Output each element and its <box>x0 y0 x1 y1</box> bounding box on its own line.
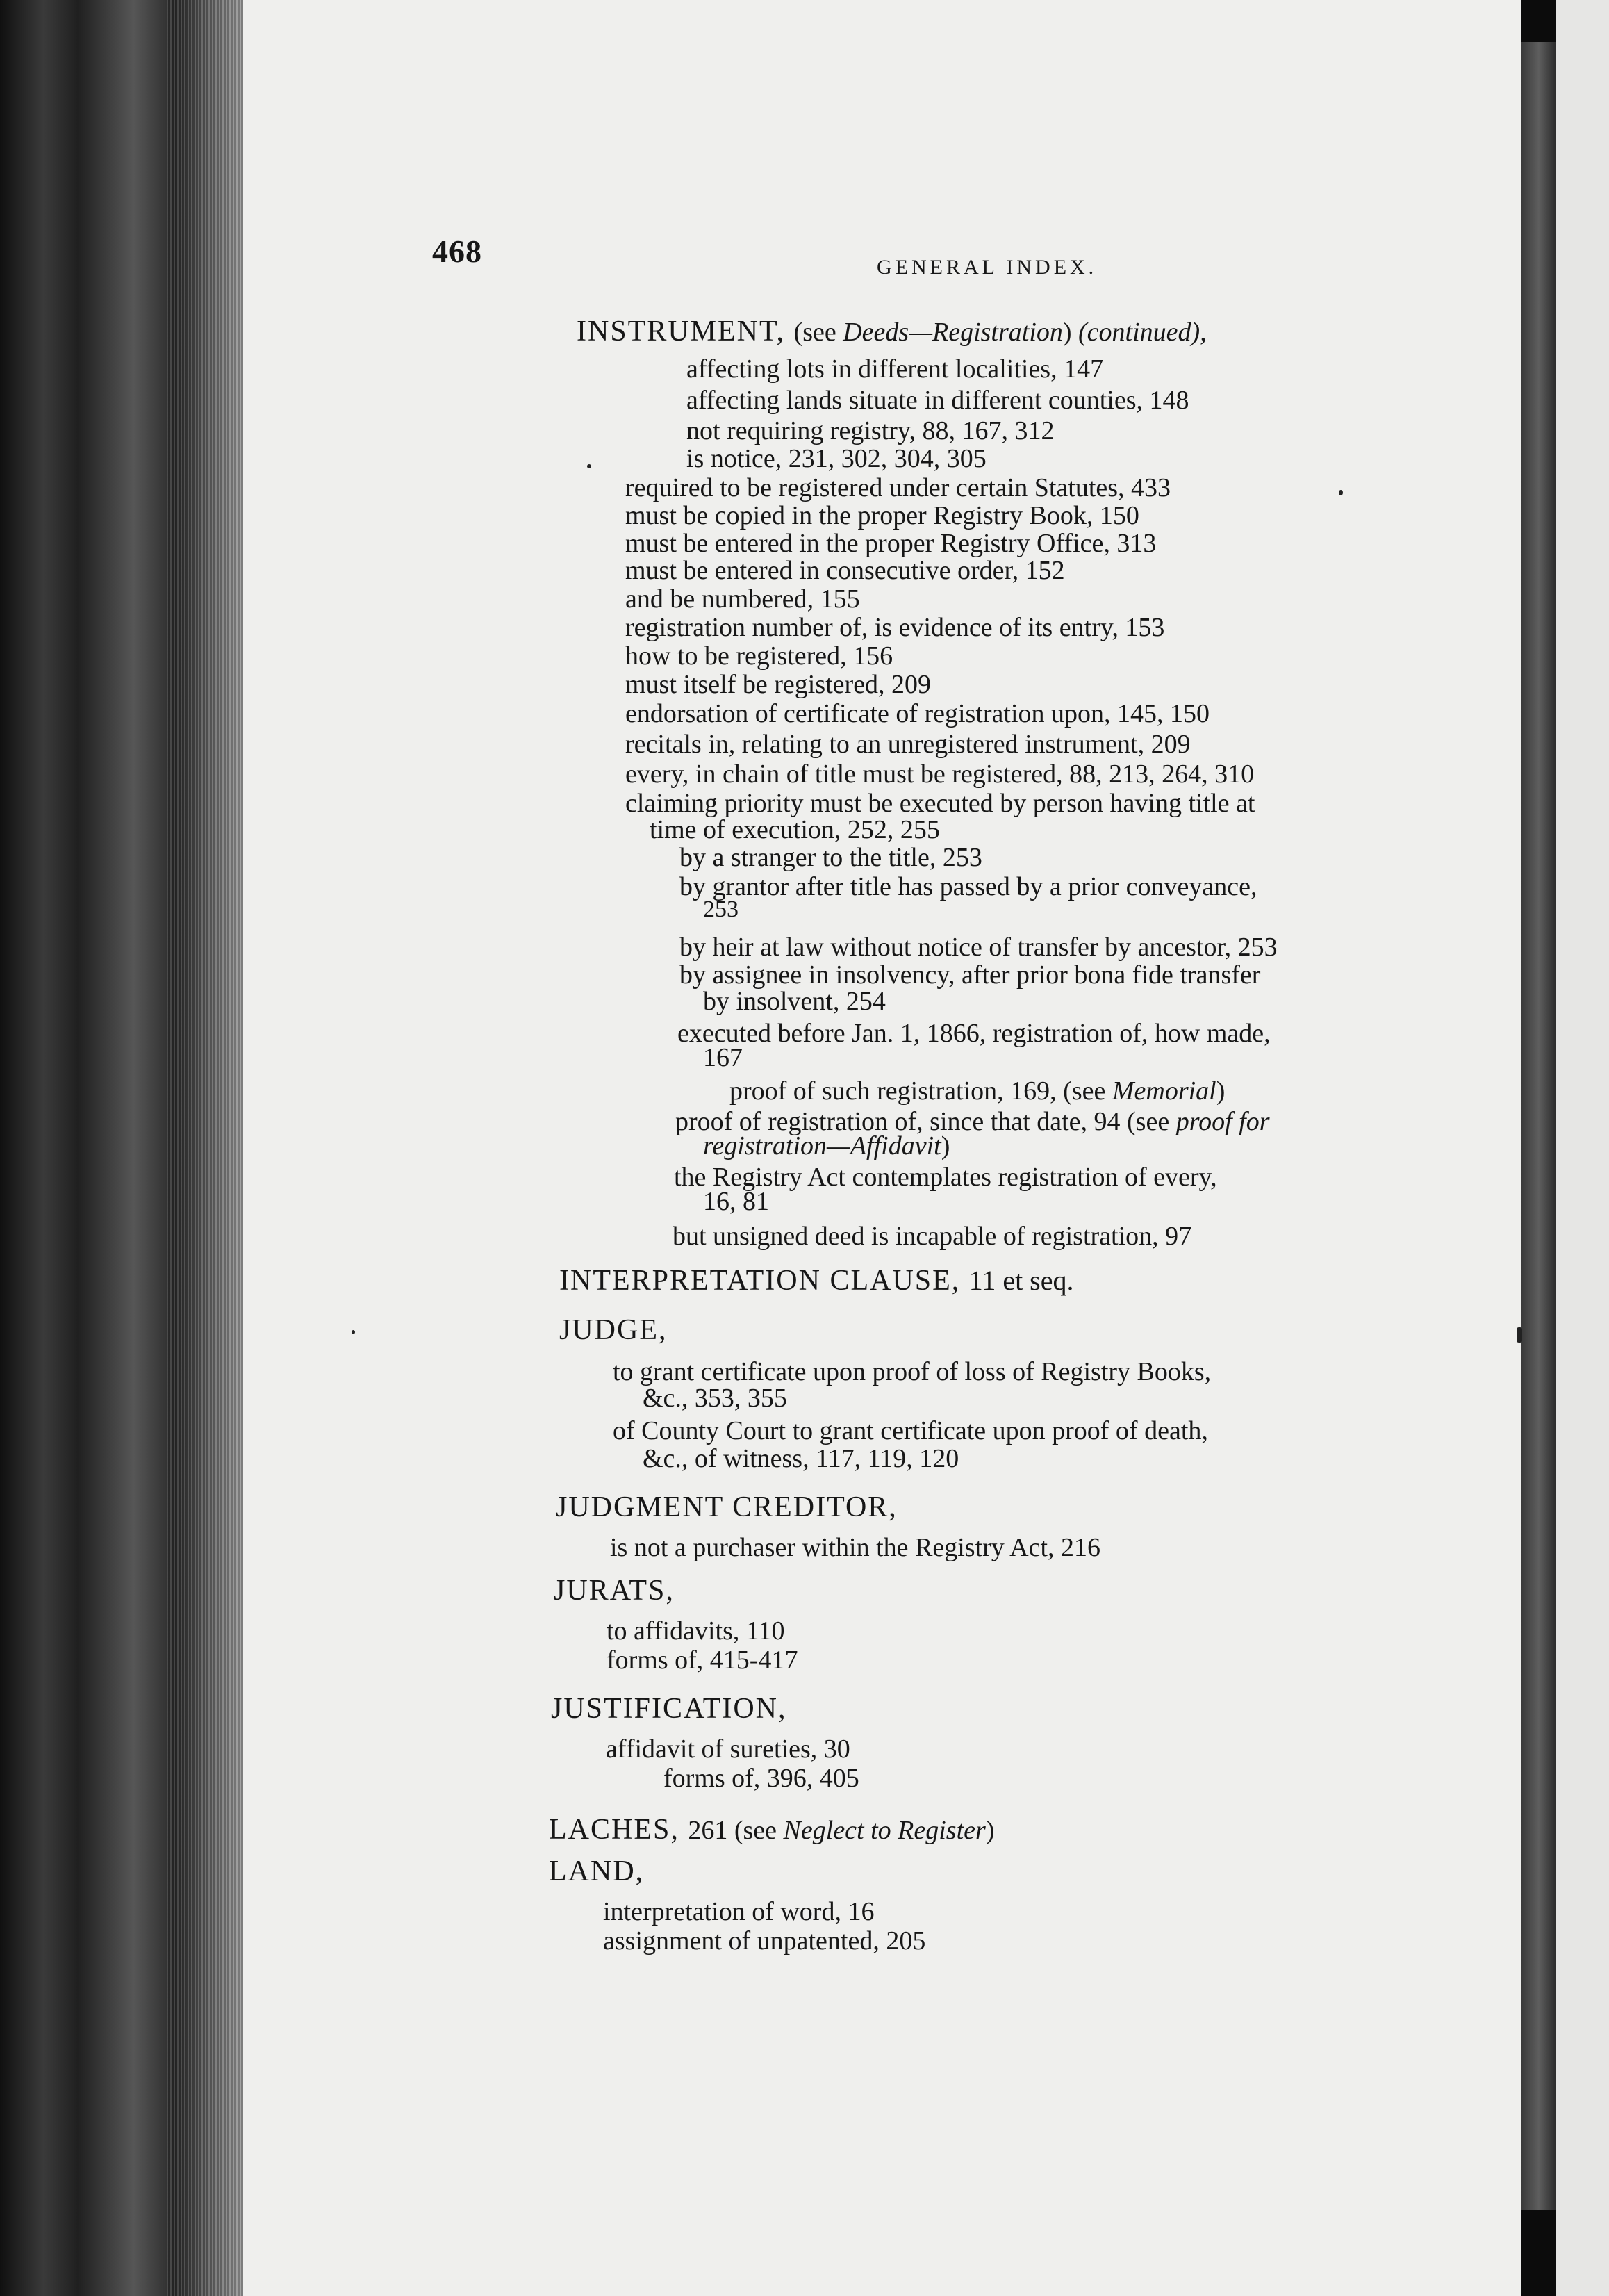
index-heading-instrument <box>577 317 1207 346</box>
heading-word: INTERPRETATION CLAUSE, <box>559 1265 961 1297</box>
index-heading-interpretation-clause <box>559 1266 1074 1295</box>
see-close: ) <box>941 1131 950 1161</box>
page-number: 468 <box>432 233 482 269</box>
continued-note: (continued), <box>1078 318 1207 347</box>
running-head: GENERAL INDEX. <box>877 256 1098 279</box>
see-ref: Deeds—Registration <box>843 318 1063 347</box>
scan-speck <box>1517 1327 1522 1343</box>
index-entry: is notice, 231, 302, 304, 305 <box>686 444 987 473</box>
index-subentry: forms of, 396, 405 <box>663 1764 859 1793</box>
see-ref: proof for <box>1175 1107 1270 1136</box>
index-entry: to affidavits, 110 <box>607 1616 785 1646</box>
gutter-shadow <box>1521 42 1556 2210</box>
index-entry: every, in chain of title must be registered, 88, 213, 264, 310 <box>625 760 1255 789</box>
see-suffix: ) <box>1062 318 1072 347</box>
next-page-edge <box>1556 0 1609 2296</box>
index-subentry-continuation: 167 <box>703 1043 743 1072</box>
index-entry: not requiring registry, 88, 167, 312 <box>686 416 1055 445</box>
index-entry: recitals in, relating to an unregistered instrument, 209 <box>625 730 1191 759</box>
see-ref: registration—Affidavit <box>703 1131 941 1161</box>
index-entry: interpretation of word, 16 <box>603 1897 875 1926</box>
index-heading-judgment-creditor: JUDGMENT CREDITOR, <box>556 1491 898 1523</box>
index-entry-continuation: &c., of witness, 117, 119, 120 <box>643 1444 959 1473</box>
index-entry: forms of, 415-417 <box>607 1646 798 1675</box>
index-entry: and be numbered, 155 <box>625 584 860 614</box>
index-entry: to grant certificate upon proof of loss of Registry Books, <box>613 1357 1212 1386</box>
index-entry: affecting lands situate in different counties, 148 <box>686 386 1189 415</box>
index-subentry: by heir at law without notice of transfer by ancestor, 253 <box>679 933 1278 962</box>
index-entry: registration number of, is evidence of its entry, 153 <box>625 613 1165 642</box>
index-entry: affidavit of sureties, 30 <box>606 1735 850 1764</box>
index-subentry: by grantor after title has passed by a prior conveyance, <box>679 872 1257 901</box>
index-subentry-continuation: 16, 81 <box>703 1187 769 1216</box>
index-entry: endorsation of certificate of registration upon, 145, 150 <box>625 699 1210 728</box>
index-subentry: by assignee in insolvency, after prior bona fide transfer <box>679 960 1261 990</box>
index-subentry-continuation <box>703 1133 950 1159</box>
index-entry: claiming priority must be executed by person having title at <box>625 789 1255 818</box>
index-entry: how to be registered, 156 <box>625 641 893 671</box>
index-entry: is not a purchaser within the Registry Act, 216 <box>610 1533 1101 1562</box>
heading-word: LACHES, <box>549 1814 679 1846</box>
index-subentry: executed before Jan. 1, 1866, registration of, how made, <box>677 1019 1271 1048</box>
index-entry: must be entered in consecutive order, 152 <box>625 556 1065 585</box>
index-entry: required to be registered under certain Statutes, 433 <box>625 473 1171 502</box>
index-entry: assignment of unpatented, 205 <box>603 1926 926 1955</box>
index-subentry: by a stranger to the title, 253 <box>679 843 982 872</box>
entry-text: 11 et seq. <box>968 1265 1074 1296</box>
book-edge-left <box>0 0 243 2296</box>
see-close: ) <box>985 1816 995 1845</box>
index-heading-jurats: JURATS, <box>554 1575 675 1607</box>
index-entry: affecting lots in different localities, 147 <box>686 354 1104 384</box>
see-close: ) <box>1216 1076 1226 1106</box>
index-subentry: the Registry Act contemplates registration of every, <box>674 1163 1217 1192</box>
heading-word: INSTRUMENT, <box>577 315 786 347</box>
see-ref: Neglect to Register <box>783 1816 986 1845</box>
index-heading-judge: JUDGE, <box>559 1314 668 1346</box>
entry-text: proof of registration of, since that date, 94 (see <box>675 1107 1176 1136</box>
see-reference <box>794 318 1207 347</box>
index-subentry-continuation: by insolvent, 254 <box>703 987 886 1016</box>
see-prefix: (see <box>793 318 843 347</box>
index-subentry: but unsigned deed is incapable of registration, 97 <box>673 1222 1192 1251</box>
index-subentry-continuation: 253 <box>703 896 739 922</box>
index-heading-justification: JUSTIFICATION, <box>551 1693 787 1725</box>
see-ref: Memorial <box>1112 1076 1216 1106</box>
scan-speck <box>1339 490 1343 495</box>
index-entry: must be entered in the proper Registry Office, 313 <box>625 529 1157 558</box>
scan-speck <box>352 1330 355 1334</box>
see-reference <box>688 1816 994 1845</box>
index-subentry <box>729 1078 1225 1104</box>
entry-text: 261 (see <box>688 1816 784 1845</box>
index-entry: must itself be registered, 209 <box>625 670 932 699</box>
index-heading-land: LAND, <box>549 1855 645 1887</box>
index-entry-continuation: &c., 353, 355 <box>643 1384 787 1413</box>
index-entry-continuation: time of execution, 252, 255 <box>650 815 940 844</box>
entry-text: proof of such registration, 169, (see <box>729 1076 1112 1106</box>
index-heading-laches <box>549 1815 994 1844</box>
index-entry: must be copied in the proper Registry Book, 150 <box>625 501 1139 530</box>
index-entry: of County Court to grant certificate upon proof of death, <box>613 1416 1208 1445</box>
scan-speck <box>587 464 591 468</box>
